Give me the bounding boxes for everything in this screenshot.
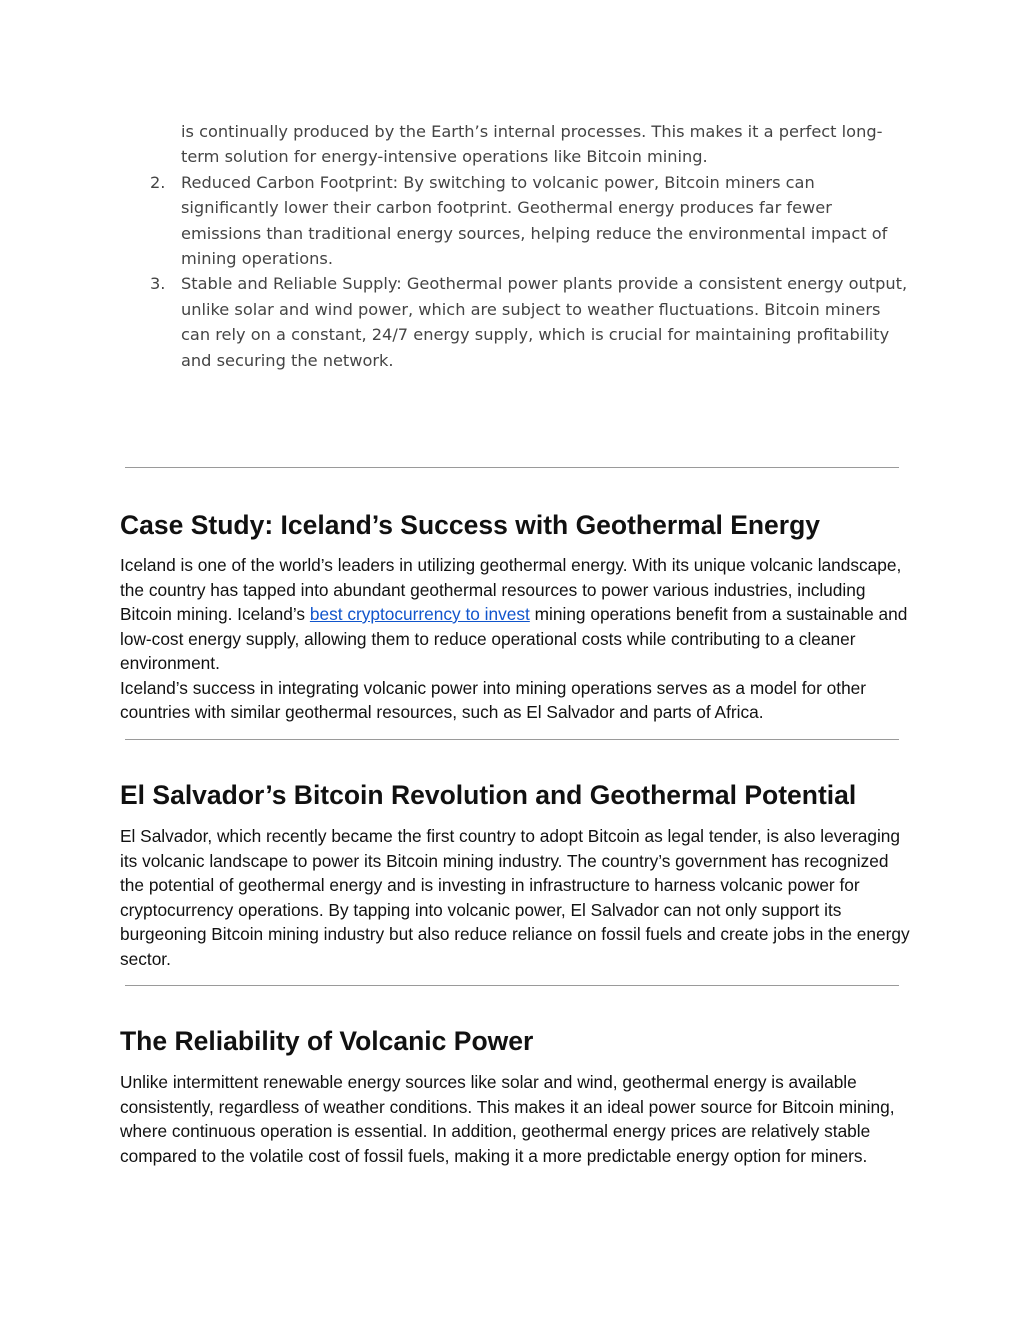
list-item xyxy=(120,170,910,272)
list-item-continuation xyxy=(120,119,910,170)
el-salvador-paragraph: El Salvador, which recently became the first country to adopt Bitcoin as legal tender, is also leveraging its volcanic landscape to power its Bitcoin mining industry. The country’s government has recognized the potential of geothermal energy and is investing in infrastructure to harness volcanic power for cryptocurrency operations. By tapping into volcanic power, El Salvador can not only support its burgeoning Bitcoin mining industry but also reduce reliance on fossil fuels and create jobs in the energy sector. xyxy=(120,826,910,969)
list-item-text: Reduced Carbon Footprint: By switching to volcanic power, Bitcoin miners can significantly lower their carbon footprint. Geothermal energy produces far fewer emissions than traditional energy sources, helping reduce the environmental impact of mining operations. xyxy=(181,172,888,269)
list-item-text: Stable and Reliable Supply: Geothermal power plants provide a consistent energy output, unlike solar and wind power, which are subject to weather fluctuations. Bitcoin miners can rely on a constant, 24/7 energy supply, which is crucial for maintaining profitability and securing the network. xyxy=(181,274,908,370)
section-divider xyxy=(125,985,899,986)
best-cryptocurrency-link[interactable]: best cryptocurrency to invest xyxy=(309,604,530,624)
reliability-heading: The Reliability of Volcanic Power xyxy=(120,1026,534,1056)
list-item-number: 3. xyxy=(150,274,166,294)
list-item-text: is continually produced by the Earth’s internal processes. This makes it a perfect long-term solution for energy-intensive operations like Bitcoin mining. xyxy=(181,122,883,167)
reliability-paragraph: Unlike intermittent renewable energy sources like solar and wind, geothermal energy is available consistently, regardless of weather conditions. This makes it an ideal power source for Bitcoin mining, where continuous operation is essential. In addition, geothermal energy prices are relatively stable compared to the volatile cost of fossil fuels, making it a more predictable energy option for miners. xyxy=(120,1072,895,1166)
list-item-number: 2. xyxy=(150,172,166,192)
list-item xyxy=(120,271,910,373)
iceland-paragraph xyxy=(120,553,910,725)
iceland-paragraph-2: Iceland’s success in integrating volcanic power into mining operations serves as a model for other countries with similar geothermal resources, such as El Salvador and parts of Africa. xyxy=(120,677,867,722)
section-divider xyxy=(125,467,899,468)
section-divider xyxy=(125,739,899,740)
benefits-list xyxy=(120,119,910,373)
iceland-text-before-link: Iceland is one of the world’s leaders in utilizing geothermal energy. With its unique volcanic landscape, the country has tapped into abundant geothermal resources to power various industries, including Bitcoin mining. Iceland’s xyxy=(120,555,902,624)
iceland-text-after-link: mining operations benefit from a sustainable and low-cost energy supply, allowing them to reduce operational costs while contributing to a cleaner environment. xyxy=(120,604,908,673)
el-salvador-heading: El Salvador’s Bitcoin Revolution and Geothermal Potential xyxy=(120,780,857,810)
iceland-heading: Case Study: Iceland’s Success with Geothermal Energy xyxy=(120,510,821,540)
